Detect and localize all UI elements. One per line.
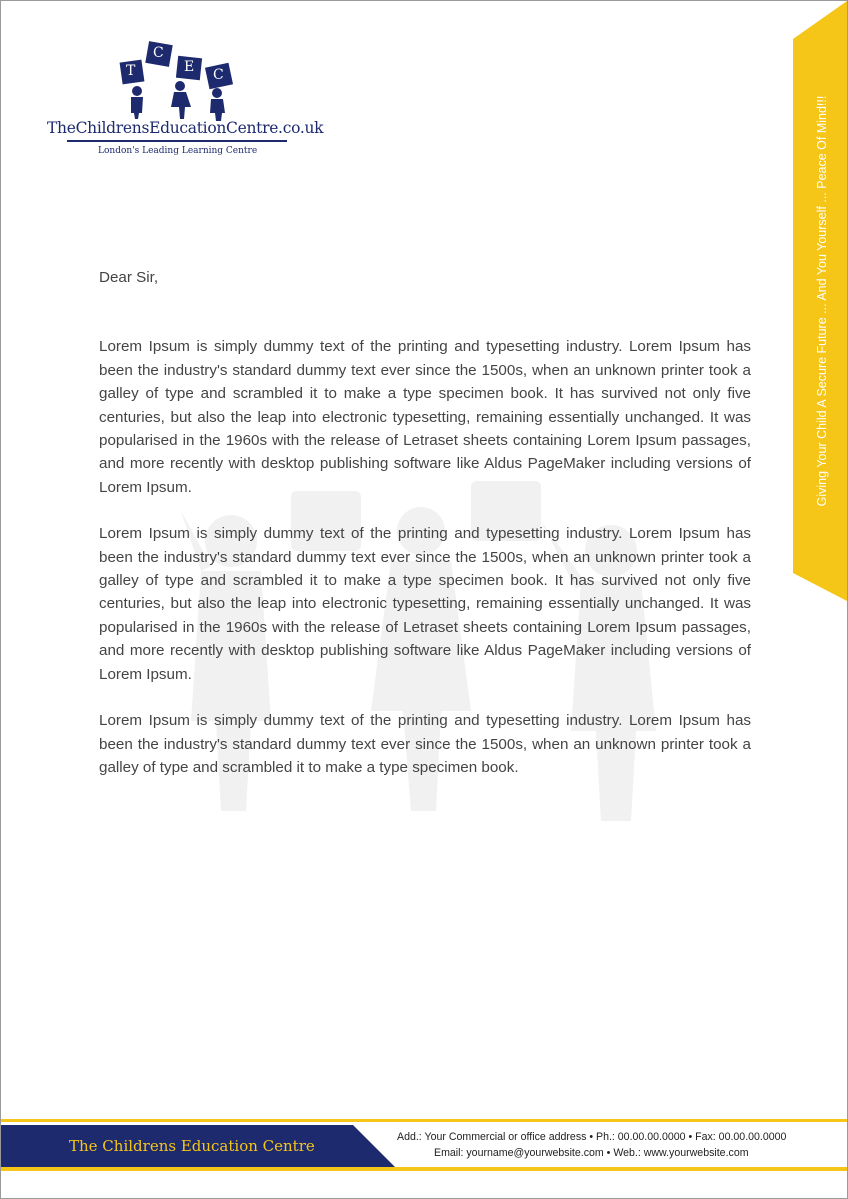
logo-letter-c1: C bbox=[153, 45, 164, 61]
logo-letter-t: T bbox=[126, 63, 136, 79]
company-logo bbox=[45, 41, 324, 161]
logo-letter-c2: C bbox=[213, 67, 224, 83]
body-paragraph: Lorem Ipsum is simply dummy text of the printing and typesetting industry. Lorem Ipsum has been the industry's standard dummy text ever since the 1500s, when an unknown printer took a galley of type and scrambled it to make a type specimen book. It has survived not only five centuries, but also the leap into electronic typesetting, remaining essentially unchanged. It was popularised in the 1960s with the release of Letraset sheets containing Lorem Ipsum passages, and more recently with desktop publishing software like Aldus PageMaker including versions of Lorem Ipsum. bbox=[99, 525, 751, 683]
ribbon-slogan: Giving Your Child A Secure Future ... And You Yourself ... Peace Of Mind!!! bbox=[815, 95, 829, 507]
logo-divider bbox=[67, 140, 287, 142]
footer-company-name: The Childrens Education Centre bbox=[69, 1137, 315, 1155]
letter-body bbox=[99, 266, 751, 802]
body-paragraph: Lorem Ipsum is simply dummy text of the printing and typesetting industry. Lorem Ipsum has been the industry's standard dummy text ever since the 1500s, when an unknown printer took a galley of type and scrambled it to make a type specimen book. It has survived not only five centuries, but also the leap into electronic typesetting, remaining essentially unchanged. It was popularised in the 1960s with the release of Letraset sheets containing Lorem Ipsum passages, and more recently with desktop publishing software like Aldus PageMaker including versions of Lorem Ipsum. bbox=[99, 338, 751, 496]
logo-figures-icon bbox=[45, 41, 315, 121]
salutation: Dear Sir, bbox=[99, 269, 159, 286]
body-paragraph: Lorem Ipsum is simply dummy text of the printing and typesetting industry. Lorem Ipsum has been the industry's standard dummy text ever since the 1500s, when an unknown printer took a galley of type and scrambled it to make a type specimen book. bbox=[99, 712, 751, 776]
logo-letter-e: E bbox=[184, 59, 195, 75]
logo-wordmark: TheChildrensEducationCentre.co.uk bbox=[47, 119, 324, 137]
logo-tagline: London's Leading Learning Centre bbox=[98, 146, 258, 156]
footer-contact: Email: yourname@yourwebsite.com • Web.: www.yourwebsite.com bbox=[434, 1147, 749, 1159]
footer-address: Add.: Your Commercial or office address • Ph.: 00.00.00.0000 • Fax: 00.00.00.0000 bbox=[397, 1131, 787, 1143]
